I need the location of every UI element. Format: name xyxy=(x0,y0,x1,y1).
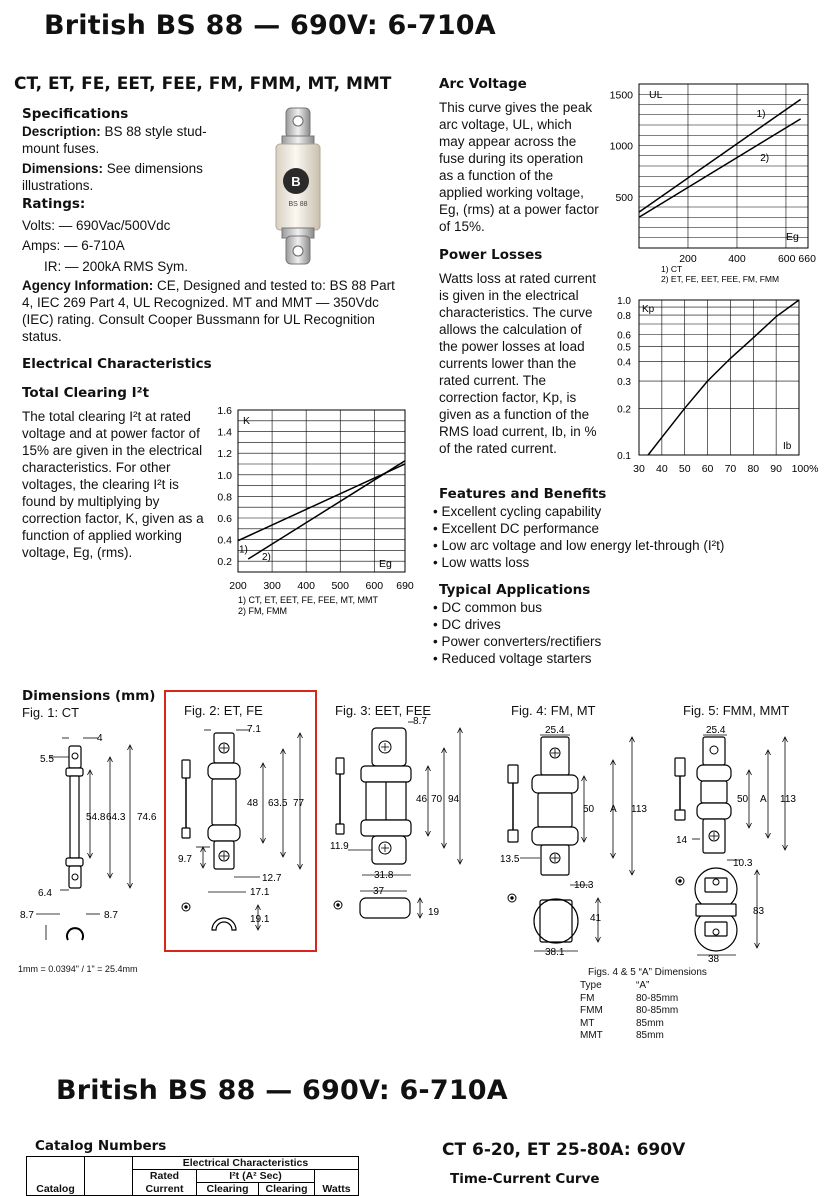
dim-label: 38 xyxy=(708,954,720,965)
fuse-part xyxy=(70,776,79,858)
x-tick-label: 400 xyxy=(297,580,315,592)
x-axis-label: Eg xyxy=(379,558,392,570)
current-col: Current xyxy=(133,1183,197,1196)
fuse-part xyxy=(360,898,410,918)
a-table-row xyxy=(580,1030,678,1043)
y-tick-label: 0.4 xyxy=(217,534,232,547)
fig5-title: Fig. 5: FMM, MMT xyxy=(683,703,790,718)
dim-label: 77 xyxy=(293,798,305,809)
dim-label: 83 xyxy=(753,906,765,917)
fuse-part xyxy=(710,746,718,754)
volts-rating: Volts: — 690Vac/500Vdc xyxy=(22,218,171,233)
description-label: Description: xyxy=(22,124,101,139)
fuse-end-view xyxy=(67,928,83,940)
tc-heading: Time-Current Curve xyxy=(450,1171,600,1187)
dim-label: 19 xyxy=(428,907,440,918)
a-table-value: “A” xyxy=(636,980,650,991)
chart-note: 1) CT xyxy=(661,264,683,274)
amps-rating: Amps: — 6-710A xyxy=(22,238,125,253)
watts-blank xyxy=(315,1170,359,1183)
dim-label: 113 xyxy=(780,794,796,805)
fuse-part xyxy=(72,874,78,880)
arc-text: This curve gives the peak arc voltage, UL, which may appear across the fuse during its operation as a function of the applied working voltage, Eg, (rms) at a power factor of 15%. xyxy=(439,100,599,234)
y-tick-label: 500 xyxy=(615,191,633,204)
fuse-part xyxy=(508,765,518,783)
dim-label: 8.7 xyxy=(413,716,427,727)
y-tick-label: 0.2 xyxy=(617,404,631,416)
fuse-part xyxy=(212,779,236,825)
arc-voltage-chart xyxy=(603,80,818,290)
a-dimension-table xyxy=(580,980,678,1043)
fuse-part xyxy=(361,766,411,782)
fuse-part xyxy=(336,758,344,774)
dim-label: 8.7 xyxy=(20,910,34,921)
fuse-part xyxy=(66,858,83,866)
power-text: Watts loss at rated current is given in the electrical characteristics. The curve allows the calculation of the power losses at load currents lower than the rated current. The correction factor, Kp, is given as a function of the RMS load current, Ib, in % of the rated current. xyxy=(439,271,597,456)
dim-label: 31.8 xyxy=(374,870,394,881)
x-tick-label: 100% xyxy=(791,463,819,475)
dim-label: 17.1 xyxy=(250,887,270,898)
dim-label: 11.9 xyxy=(330,841,349,852)
k-factor-chart xyxy=(200,400,415,622)
x-tick-label: 60 xyxy=(701,463,714,475)
series-label: 1) xyxy=(756,108,766,120)
series-line xyxy=(639,119,801,217)
a-table-header xyxy=(580,980,678,993)
a-table-value: 85mm xyxy=(636,1017,664,1029)
page-title: British BS 88 — 690V: 6-710A xyxy=(44,10,496,41)
fig3-title: Fig. 3: EET, FEE xyxy=(335,703,432,718)
y-tick-label: 0.6 xyxy=(217,513,232,525)
feature-item: • Low arc voltage and low energy let-through (I²t) xyxy=(433,538,725,553)
clearing-text: The total clearing I²t at rated voltage and at power factor of 15% are given in the electrical characteristics. For other voltages, the clearing I²t is found by multiplying by correction factor, K, given as a function of applied working voltage, Eg, (rms). xyxy=(22,409,204,560)
i2t-col: I²t (A² Sec) xyxy=(197,1170,315,1183)
dimensions-label: Dimensions: xyxy=(22,161,104,176)
fuse-part xyxy=(532,775,578,793)
x-tick-label: 70 xyxy=(724,463,737,475)
x-tick-label: 80 xyxy=(747,463,760,475)
x-tick-label: 600 660 xyxy=(777,253,816,265)
a-table-value: 80-85mm xyxy=(636,992,679,1004)
unit-conversion: 1mm = 0.0394" / 1" = 25.4mm xyxy=(18,964,138,974)
fuse-part xyxy=(675,758,685,776)
series-line xyxy=(238,464,405,541)
dim-label: 8.7 xyxy=(104,910,118,921)
y-tick-label: 1000 xyxy=(609,140,633,153)
y-tick-label: 1500 xyxy=(609,89,633,102)
fuse-part xyxy=(696,904,736,916)
fuse-part xyxy=(508,830,518,842)
x-axis-label: Eg xyxy=(786,231,799,243)
y-tick-label: 0.5 xyxy=(617,342,631,354)
fuse-part xyxy=(66,768,83,776)
x-tick-label: 690 xyxy=(396,580,414,592)
y-axis-label: Kp xyxy=(642,304,655,315)
dim-label: 74.6 xyxy=(137,812,157,823)
a-dim-title: Figs. 4 & 5 “A” Dimensions xyxy=(588,967,707,978)
elec-col: Electrical Characteristics xyxy=(133,1157,359,1170)
dim-label: 63.5 xyxy=(268,798,288,809)
fuse-photo-label: BS 88 xyxy=(288,201,308,208)
fuse-part xyxy=(208,825,240,841)
a-table-type: FM xyxy=(580,992,595,1004)
clearing2-col: Clearing xyxy=(259,1183,315,1196)
y-tick-label: 0.4 xyxy=(617,357,631,369)
dim-label: 41 xyxy=(590,913,602,924)
plot-frame xyxy=(639,300,799,455)
dim-label: 54.8 xyxy=(86,812,106,823)
y-axis-label: UL xyxy=(649,89,663,101)
fuse-part xyxy=(182,760,190,778)
dim-label: 12.7 xyxy=(262,873,282,884)
fuse-end-view xyxy=(212,918,236,930)
applications-heading: Typical Applications xyxy=(439,582,591,598)
a-table-row xyxy=(580,1005,678,1018)
series-label: 2) xyxy=(262,552,271,564)
dim-label: 10.3 xyxy=(733,858,753,869)
dim-label: 14 xyxy=(676,835,688,846)
y-tick-label: 1.6 xyxy=(217,405,232,417)
dim-label: 4 xyxy=(97,733,103,744)
catalog-heading: Catalog Numbers xyxy=(35,1138,167,1154)
a-table-value: 80-85mm xyxy=(636,1005,679,1016)
x-tick-label: 200 xyxy=(229,580,247,592)
dim-label: 38.1 xyxy=(545,947,565,958)
dim-label: 70 xyxy=(431,794,443,805)
x-axis-label: Ib xyxy=(783,441,792,452)
chart-note: 2) FM, FMM xyxy=(238,606,287,616)
x-tick-label: 30 xyxy=(633,463,645,475)
specs-heading: Specifications xyxy=(22,106,129,122)
plot-frame xyxy=(238,410,405,572)
feature-item: • Excellent cycling capability xyxy=(433,504,602,519)
y-tick-label: 0.6 xyxy=(617,330,631,342)
y-axis-label: K xyxy=(243,415,251,427)
fuse-part xyxy=(538,793,572,827)
a-table-type: FMM xyxy=(580,1005,603,1016)
dimensions-spec xyxy=(22,160,222,194)
dim-label: A xyxy=(760,794,767,805)
dim-label: 50 xyxy=(737,794,749,805)
dim-label: 13.5 xyxy=(500,854,520,865)
x-tick-label: 200 xyxy=(679,253,697,265)
chart-note: 1) CT, ET, EET, FE, FEE, MT, MMT xyxy=(238,595,379,605)
fuse-part xyxy=(675,810,685,820)
fuse-part xyxy=(185,906,187,908)
y-tick-label: 0.2 xyxy=(217,556,232,569)
features-heading: Features and Benefits xyxy=(439,486,607,502)
page-title-2: British BS 88 — 690V: 6-710A xyxy=(56,1075,508,1106)
application-item: • Reduced voltage starters xyxy=(433,651,592,666)
fuse-part xyxy=(713,879,719,885)
y-tick-label: 0.8 xyxy=(617,311,631,323)
power-heading: Power Losses xyxy=(439,247,543,263)
x-tick-label: 50 xyxy=(678,463,691,475)
y-tick-label: 0.8 xyxy=(217,491,232,504)
a-table-type: MMT xyxy=(580,1030,603,1041)
fuse-part xyxy=(208,763,240,779)
application-item: • Power converters/rectifiers xyxy=(433,634,602,649)
feature-item: • Low watts loss xyxy=(433,555,530,570)
fig1-title: Fig. 1: CT xyxy=(22,705,80,720)
dim-label: 64.3 xyxy=(106,812,126,823)
feature-item: • Excellent DC performance xyxy=(433,521,600,536)
a-table-value: 85mm xyxy=(636,1030,664,1041)
series-label: 2) xyxy=(760,152,770,164)
clearing1-col: Clearing xyxy=(197,1183,259,1196)
series-label: 1) xyxy=(239,544,248,556)
a-table-row xyxy=(580,993,678,1006)
fuse-part xyxy=(361,820,411,836)
dim-label: 113 xyxy=(631,804,647,815)
dim-label: 48 xyxy=(247,798,259,809)
fuse-part xyxy=(336,824,344,834)
clearing-heading: Total Clearing I²t xyxy=(22,385,150,401)
description xyxy=(22,123,222,157)
rated-col: Rated xyxy=(133,1170,197,1183)
y-tick-label: 0.3 xyxy=(617,377,631,389)
a-table-type: MT xyxy=(580,1017,595,1029)
agency-info xyxy=(22,277,404,345)
svg-text:B: B xyxy=(291,174,301,189)
dim-label: 7.1 xyxy=(247,724,261,735)
series-subtitle: CT, ET, FE, EET, FEE, FM, FMM, MT, MMT xyxy=(14,74,392,94)
series-line xyxy=(248,461,405,559)
agency-text: CE, Designed and tested to: BS 88 Part 4, IEC 269 Part 4, UL Recognized. MT and MMT — 350Vdc (IEC) rating. Consult Cooper Bussmann for UL Recognition status. xyxy=(22,278,395,344)
y-tick-label: 1.0 xyxy=(617,296,631,307)
catalog-table xyxy=(26,1156,359,1196)
fig2-title: Fig. 2: ET, FE xyxy=(184,703,263,718)
fuse-part xyxy=(713,929,719,935)
fuse-part xyxy=(697,765,731,781)
dimension-drawings xyxy=(0,715,830,965)
ir-rating: IR: — 200kA RMS Sym. xyxy=(44,259,189,274)
dim-label: 19.1 xyxy=(250,914,270,925)
fuse-part xyxy=(182,828,190,838)
fuse-part xyxy=(337,904,339,906)
dim-label: 94 xyxy=(448,794,460,805)
dimensions-heading: Dimensions (mm) xyxy=(22,688,156,704)
blank-col xyxy=(85,1157,133,1196)
dim-label: A xyxy=(610,804,617,815)
catalog-col: Catalog xyxy=(27,1157,85,1196)
y-tick-label: 1.2 xyxy=(217,448,232,461)
dim-label: 5.5 xyxy=(40,754,54,765)
fuse-part xyxy=(532,827,578,845)
dim-label: 10.3 xyxy=(574,880,594,891)
a-table-row xyxy=(580,1018,678,1031)
fig4-title: Fig. 4: FM, MT xyxy=(511,703,596,718)
arc-heading: Arc Voltage xyxy=(439,76,527,92)
chart-note: 2) ET, FE, EET, FEE, FM, FMM xyxy=(661,274,780,284)
fuse-part xyxy=(701,781,727,803)
description-text: BS 88 style stud-mount fuses. xyxy=(22,124,207,156)
application-item: • DC common bus xyxy=(433,600,543,615)
dim-label: 6.4 xyxy=(38,888,52,899)
power-loss-chart xyxy=(602,290,818,480)
x-tick-label: 500 xyxy=(331,580,350,592)
fuse-part xyxy=(697,803,731,819)
fuse-part xyxy=(511,897,513,899)
y-tick-label: 0.1 xyxy=(617,451,631,462)
x-tick-label: 600 xyxy=(365,580,384,592)
y-tick-label: 1.4 xyxy=(217,426,232,439)
y-tick-label: 1.0 xyxy=(217,469,232,482)
x-tick-label: 40 xyxy=(656,463,668,475)
fuse-photo xyxy=(268,106,328,266)
fuse-part xyxy=(72,753,78,759)
ct-heading: CT 6-20, ET 25-80A: 690V xyxy=(442,1140,686,1160)
x-tick-label: 400 xyxy=(728,253,746,265)
dim-label: 25.4 xyxy=(545,725,565,736)
dimensions-text: See dimensions illustrations. xyxy=(22,161,203,193)
a-table-type: Type xyxy=(580,980,602,991)
watts-col: Watts xyxy=(315,1183,359,1196)
x-tick-label: 300 xyxy=(263,580,281,592)
elec-heading: Electrical Characteristics xyxy=(22,356,212,372)
dim-label: 25.4 xyxy=(706,725,726,736)
x-tick-label: 90 xyxy=(770,463,782,475)
dim-label: 50 xyxy=(583,804,595,815)
dim-label: 46 xyxy=(416,794,428,805)
agency-label: Agency Information: xyxy=(22,278,154,293)
dim-label: 37 xyxy=(373,886,385,897)
ratings-heading: Ratings: xyxy=(22,196,86,212)
application-item: • DC drives xyxy=(433,617,501,632)
dim-label: 9.7 xyxy=(178,854,192,865)
fuse-part xyxy=(679,880,681,882)
